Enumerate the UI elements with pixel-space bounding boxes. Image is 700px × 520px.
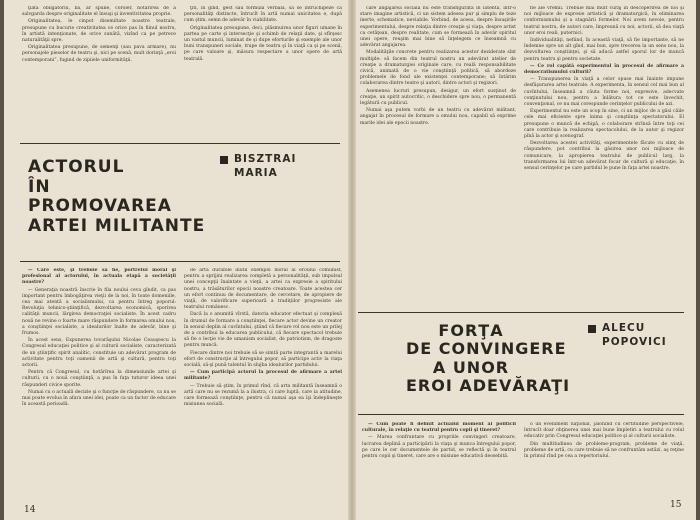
paragraph: Originalitatea presupune, de semenţi (sau pava armare), nu personajele pieselor de teatru şi, nici pe scenă, mult dorinţă „eroi contemporani”, fugind de zipiiele uniformităţii. [22, 45, 176, 63]
book-spread [4, 0, 696, 520]
paragraph: Originalitatea, le cinpot disemiltate noastre teatrale, presupune cu bucurie creativitatea ce orice pas în fiinul nostru, în artistă intenţionate, de orice sunătă, vizînd ca pe petrece naturalităţii spre. [22, 19, 176, 44]
title-line: EROI ADEVĂRAŢI [406, 376, 571, 396]
paragraph: Dezvoltarea acestei activităţi, experimentele făcute cu simţ de răspundere, pot contribui la găsirea unor noi mijloace de comunicare, la apropierea teatrului de publicul larg, la transformarea lui într-un adevărat focar de cultură şi educaţie, în sensul cerinţelor pe care partidul le pune în faţa artei noastre. [524, 141, 684, 172]
author-line: ALECU [602, 322, 646, 334]
article-author [602, 321, 667, 349]
page-number: 14 [24, 505, 36, 515]
interview-question: — Care este, şi trebuie să fie, portretul moral şi profesional al actorului, în actuala etapă a societăţii noastre? [22, 268, 176, 286]
article-author [234, 152, 296, 180]
paragraph: care angajarea socială nu este transfigurată în latentă, într-o stare imagine artistică, ci un sistem adesea pur şi simplu de teze inerte, schematice, neviabile. Vorbind, de aceea, despre însuşirile experimentului, despre relaţia dintre creaţie şi viaţa, despre artist ca cetăţean, despre realitate, cum se formează în adevăr spiritul unei opere, reuşim mai bine să înţelegem ce înseamnă cu adevărat angajarea. [360, 6, 516, 49]
author-marker [220, 156, 228, 164]
title-line: A UNOR [432, 357, 510, 377]
left-top-column-2 [184, 6, 342, 102]
title-line: PROMOVAREA [28, 196, 172, 217]
paragraph: fie ale vremii. Trebuie mai mult curaj în descoperirea de noi şi noi mijloace de expresie artistică şi dramaturgică, în eliminarea conformismului şi a stagnării formelor. Noi avem nevoie, pentru teatrul nostru, de autori care, împreună cu noi, actorii, să dea viaţă unor eroi reali, puternici. [524, 6, 684, 36]
paragraph: — Trebuie să ştim, în primul rînd, că arta militantă înseamnă o artă care nu se rezumă la a ilustra, ci care luptă, care ia atitudine, care formează conştiinţe, pentru că numai aşa ea îşi îndeplineşte misiunea socială. [184, 383, 342, 408]
paragraph: Asemenea lucruri presupun, desigur, un efort susţinut de creaţie, un spirit autocritic, o deschidere spre nou, o permanentă legătură cu publicul. [360, 88, 516, 107]
page-number: 15 [670, 500, 682, 510]
paragraph: Dacă la o anumită vîrstă, datoria educator efectuat şi complexă în drumul de formare a conştiinţei, fiecare actor devine un creator în sensul deplin al cuvîntului, ştiind că fiecare rol nou este un prilej de a contribui la educarea publicului, că fiecare spectacol trebuie să fie o lecţie vie de umanism socialist, de patriotism, de dragoste pentru muncă. [184, 312, 342, 349]
right-top-column-1 [360, 6, 516, 302]
interview-question: — Cum poate fi definit actualul moment al politicii culturale, în relaţie cu teatrul pentru copii şi tineret? [362, 422, 516, 434]
rule-bottom [358, 414, 684, 415]
author-line: POPOVICI [602, 336, 667, 348]
paragraph: — Marea confruntare cu propriile convingeri creatoare, lucrarea deplină a participării la viaţa şi munca întregului popor, pe care le cer documentele de partid, se reflectă şi în teatrul pentru copii şi tineret, care are o misiune educativă deosebită. [362, 435, 516, 460]
title-line: FORŢA [438, 321, 504, 340]
title-line: ACTORUL [28, 157, 125, 177]
article-title [28, 158, 205, 236]
paragraph: Experimentul nu este un scop în sine, ci un mijloc de a găsi căile cele mai eficiente spre inima şi conştiinţa spectatorului. El presupune o muncă de echipă, o colaborare strînsă între toţi cei care contribuie la realizarea spectacolului, de la autor şi regizor pînă la actor şi scenograf. [524, 109, 684, 140]
right-column-2 [524, 422, 684, 504]
title-line: DE CONVINGERE [406, 339, 567, 359]
left-column-1 [22, 268, 176, 506]
paragraph: ţiti, în gînd, gest sau formulă verbală, să se întruchipeze ca personalităţi distincte, întrucît în artă numai unicitatea e, după cum ştim, semn de adevăr în viabilitate. [184, 6, 342, 24]
rule-bottom [20, 261, 340, 262]
paragraph: o un eveniment naţional, jalonînd cu certitudine perspectivele, întrucît doar obţinerea unei mai bune împletiri a teatrului cu rolul educativ prin Congresul educaţiei politice şi al culturii socialiste. [524, 422, 684, 440]
paragraph: Modalităţile concrete pentru realizarea acestor deziderate sînt multiple: să facem din teatrul nostru un adevărat atelier de creaţie a dramaturgiei originale care, cu reală responsabilitate civică, animată de o vie conştiinţă politică, să abordeze problemele de fond ale existenţei contemporane; să întărim colaborarea dintre teatre şi autori, dintre actori şi regizori. [360, 50, 516, 87]
right-top-column-2 [524, 6, 684, 302]
paragraph: Numai cu o actuală decizie şi o funcţie de răspundere, ca nu se mai poate evolua în afara unei idei, poate ca un factor de educare în această perioadă. [22, 389, 176, 408]
interview-question: — Ce rol capătă experimentul în procesul de afirmare a democratismului culturii? [524, 63, 684, 76]
paragraph: Fiecare dintre noi trebuie să se simtă parte integrantă a marelui efort de construcţie al întregului popor, să participe activ la viaţa socială, să-şi pună talentul în slujba idealurilor partidului. [184, 350, 342, 369]
paragraph: Individualităţi, nefiind, în această viaţă, să fie importante, să ne îndemne spre un alt gînd, mai bun, spre trecerea la un sens nou, la dezvoltarea conştiinţei, şi să aducă astfel sporul lor de muncă pentru teatru şi pentru societate. [524, 38, 684, 62]
title-line: ARTEI MILITANTE [28, 215, 206, 236]
left-page [12, 0, 350, 520]
paragraph: Originalitatea presupune, deci, plăsmuirea unor figuri umane în partea pe carte şi intersecţie şi schimb de relaţii date, şi sfîrşesc un vastul muncii, luminat de şi dupe eforturile şi exemple ale unor buni transpuneri sociale, trupe de teatru şi în viaţă ca şi pe scenă, pe care valoare şi, măsura respectare a unor opere de artă teatrală. [184, 25, 342, 62]
right-column-1 [362, 422, 516, 504]
author-marker [588, 325, 596, 333]
left-column-2 [184, 268, 342, 506]
right-page [356, 0, 692, 520]
book-gutter [348, 0, 356, 520]
left-top-column-1 [22, 6, 176, 102]
article-title [406, 321, 571, 396]
interview-question: — Cum participă actorul la procesul de afirmare a artei militante? [184, 370, 342, 382]
paragraph: În acest sens, Expunerea tovarăşului Nicolae Ceauşescu la Congresul educaţiei politice şi al culturii socialiste, caracterizată de un ştiinţific spirit analitic, constituie un adevărat program de activitate pentru toţi oamenii de artă şi cultură, pentru toţi actorii. [22, 338, 176, 369]
paragraph: — Generaţia noastră înscrie în fila noului ceva gîndit, ca pas important pentru îmbogăţirea vieţii de la noi, în toate domeniile, cea mai atentă a socialismului, ca pentru întreg poporul: Revoluţia tehnico-ştiinţifică, dezvoltarea economică, sporirea calităţii muncii, lărgirea democraţiei socialiste. În acest cadru nouă ne revine o foarte mare răspundere în formarea omului nou, a conştiinţei socialiste, a idealurilor înalte de adevăr, bine şi frumos. [22, 287, 176, 337]
paragraph: Numai aşa putem vorbi de un teatru cu adevărat militant, angajat în procesul de formare a omului nou, capabil să exprime marile idei ale epocii noastre. [360, 108, 516, 126]
paragraph: Din multitudinea de probleme-program, probleme de viaţă, probleme de artă, cu care trebuie să ne confruntăm astăzi, aş reţine în primul rînd pe cea a repertoriului. [524, 441, 684, 460]
paragraph: Pentru că Congresul, cu hotărîrea la dimensiunile artei şi culturii, cu o nouă conştiinţă, a pus în faţa tuturor ideea unei răspunderi civice sporite. [22, 370, 176, 388]
paragraph: de artă durabile inutil exemplu moral al eroului comunist, pentru a sprijini realizarea completă a personalităţii, sub impulsul unei concepţii înaintate a vieţii, a artei ca expresie a spiritului nostru, a trăsăturilor epocii noastre creatoare. Toate acestea cer un efort continuu de documentare, de cercetare, de apropiere de viaţă, de valorificare superioară a tradiţiilor progresiste ale teatrului românesc. [184, 268, 342, 311]
title-line: ÎN [28, 176, 51, 197]
author-line: BISZTRAI [234, 153, 297, 165]
rule-top [358, 312, 684, 313]
paragraph: ţiată obligatoriu, ba, ar spune, coroler, hotărîrea de a salvgarda despre originalitate el însuşi şi inventivitatea proprie. [22, 6, 176, 18]
author-line: MARIA [234, 167, 278, 179]
rule-top [20, 143, 340, 144]
paragraph: — Transpunerea în viaţă a celor spuse mai înainte impune desfăşurarea artei teatrale. A experimenta, în sensul cel mai bun al cuvîntului, înseamnă a căuta forme noi, expresive, adecvate conţinutului nou, pentru a înlătura tot ce este învechit, convenţional, ce nu mai corespunde cerinţelor publicului de azi. [524, 77, 684, 108]
